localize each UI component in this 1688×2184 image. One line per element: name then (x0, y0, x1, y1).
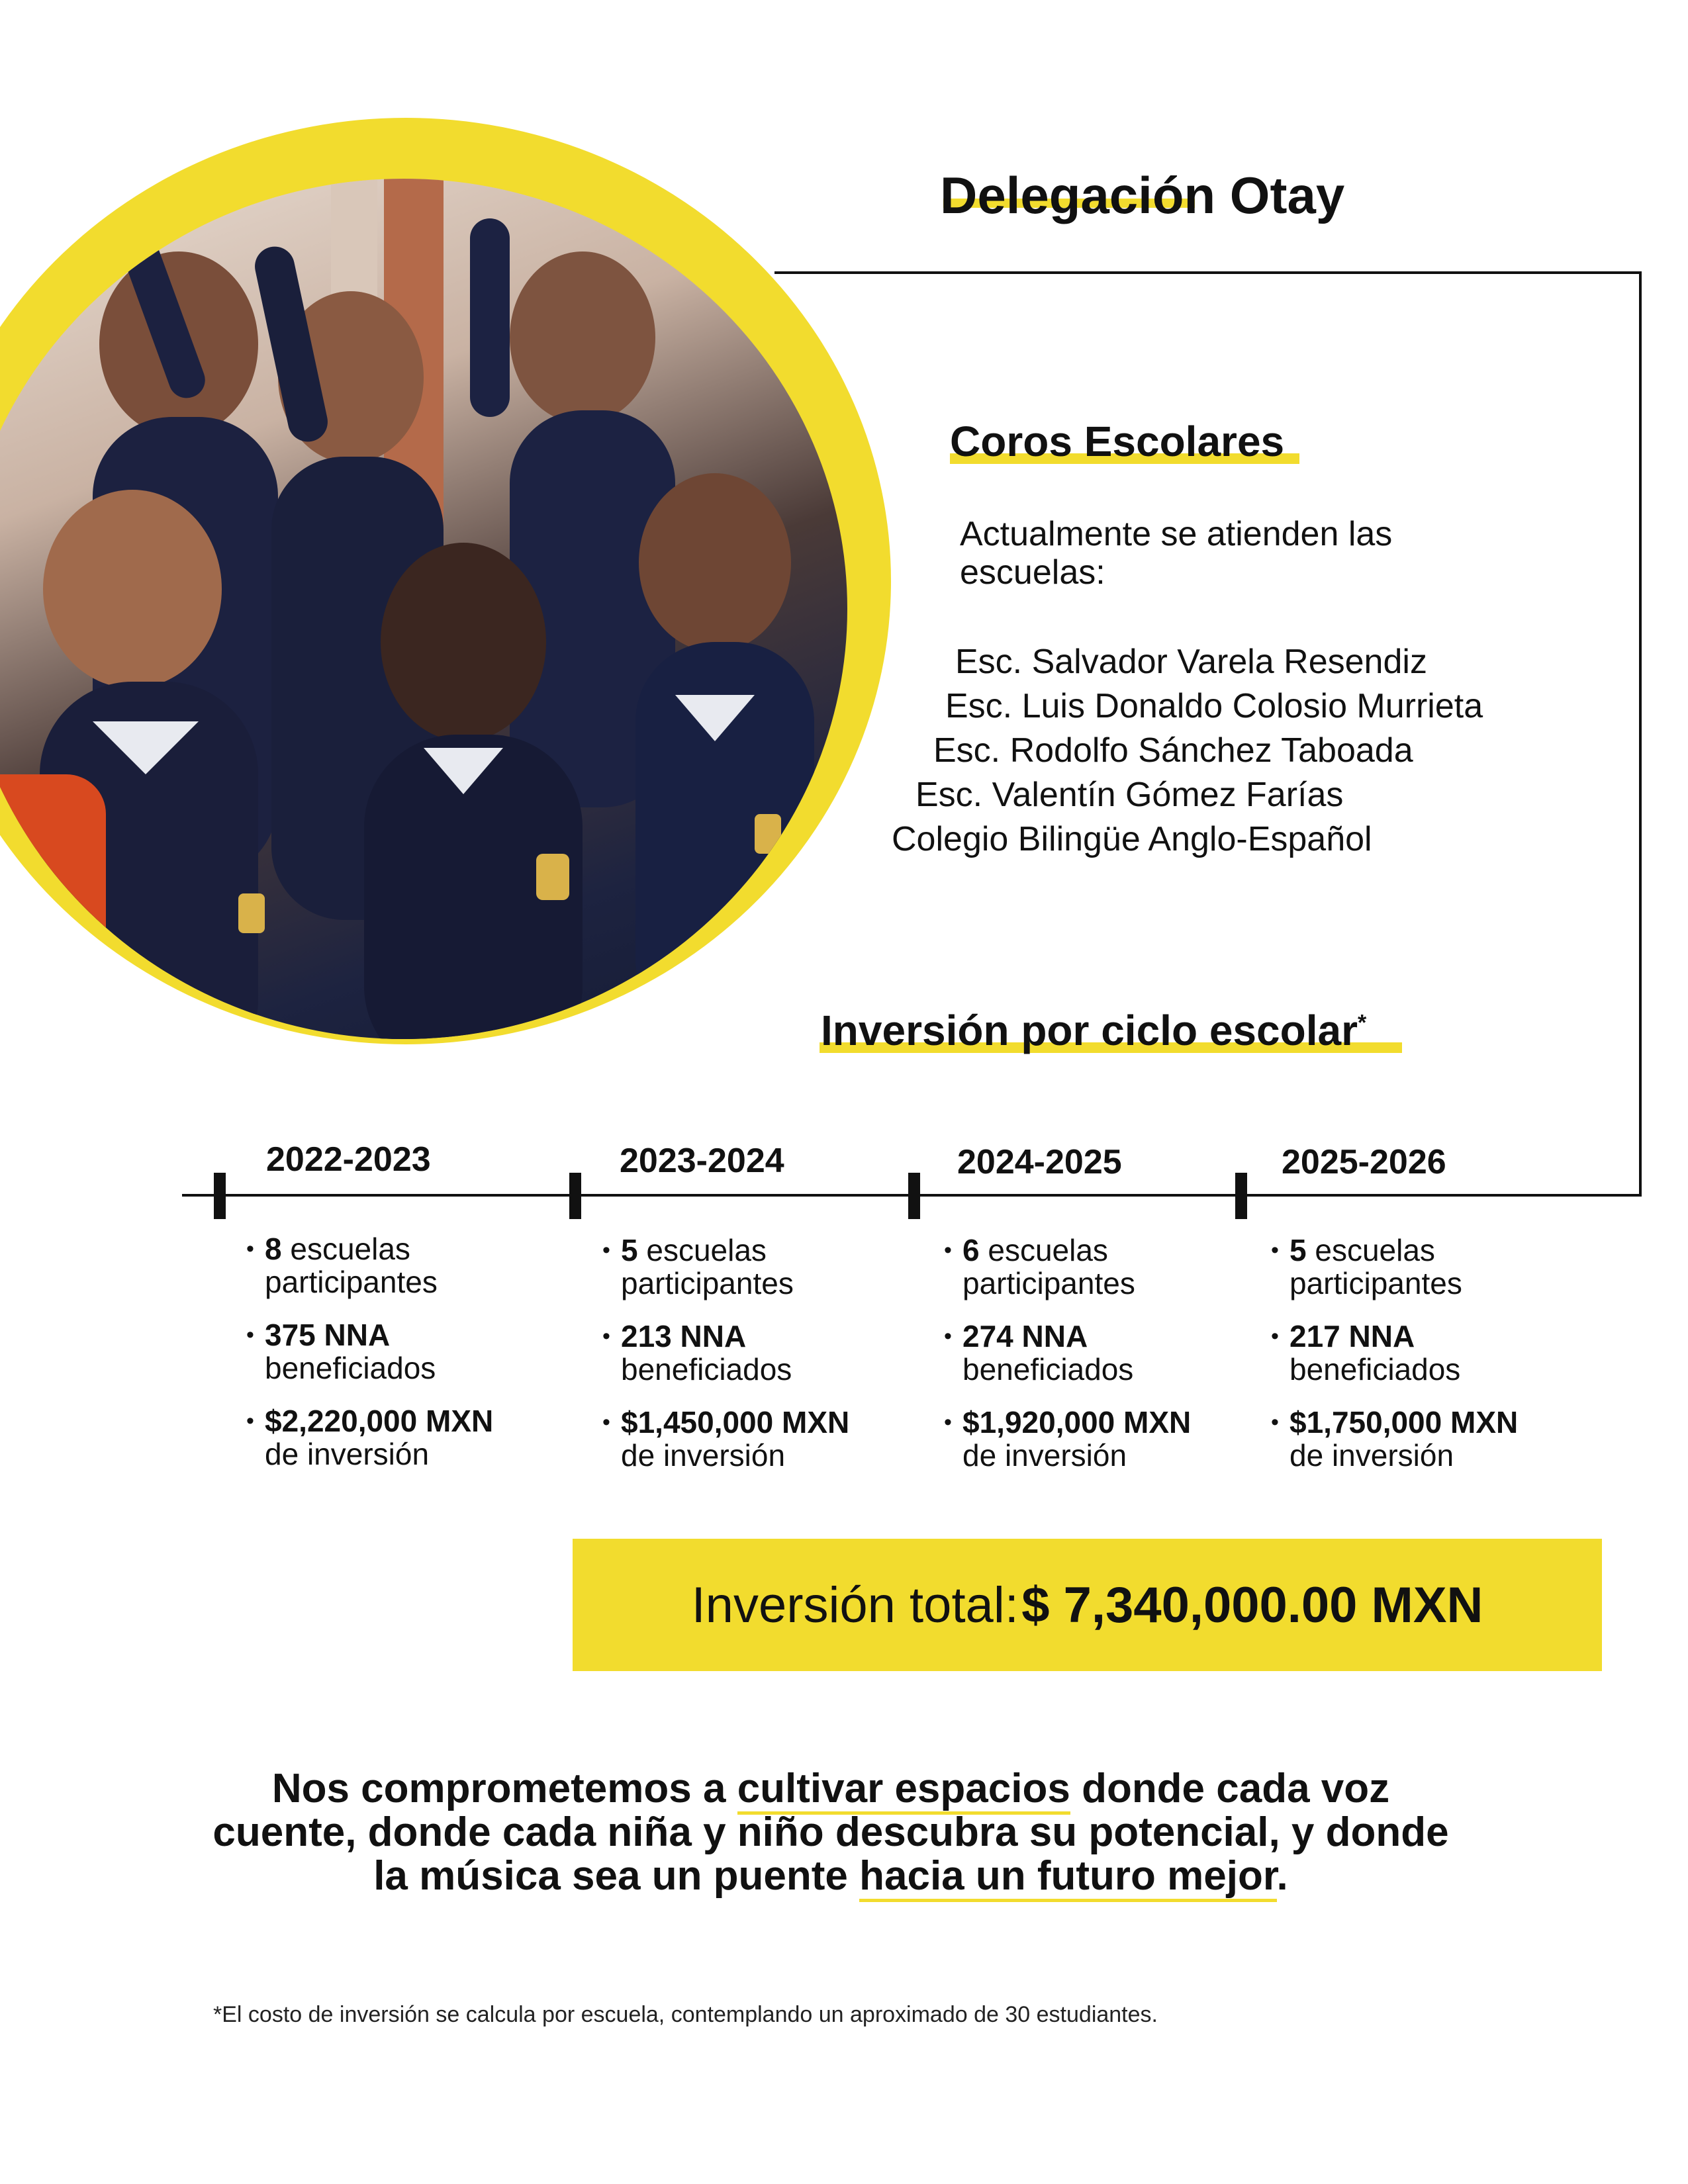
timeline-tick (1235, 1173, 1247, 1219)
frame-top-line (774, 271, 1642, 274)
cycle-schools: • 5 escuelas participantes (1271, 1233, 1462, 1300)
school-item: Esc. Luis Donaldo Colosio Murrieta (945, 687, 1483, 725)
total-investment-label: Inversión total: (691, 1576, 1019, 1633)
timeline-tick (569, 1173, 581, 1219)
footnote: *El costo de inversión se calcula por escuela, contemplando un aproximado de 30 estudiantes. (213, 2002, 1158, 2027)
cycle-kids: • 213 NNA beneficiados (602, 1319, 792, 1387)
investment-title-text: Inversión por ciclo escolar (821, 1007, 1358, 1054)
cycle-year: 2022-2023 (266, 1140, 431, 1179)
commitment-highlight: cultivar espacios (737, 1766, 1070, 1815)
cycle-amount: • $1,450,000 MXN de inversión (602, 1405, 850, 1473)
cycle-schools: • 8 escuelas participantes (246, 1232, 438, 1299)
program-title: Coros Escolares (950, 418, 1285, 465)
cycle-schools: • 6 escuelas participantes (944, 1233, 1135, 1300)
students-photo-illustration (0, 179, 847, 1039)
commitment-statement: Nos comprometemos a cultivar espacios donde cada voz cuente, donde cada niña y niño descubra su potencial, y donde la música sea un puente hacia un futuro mejor. (199, 1767, 1463, 1898)
cycle-amount: • $1,750,000 MXN de inversión (1271, 1405, 1519, 1473)
total-investment-amount: $ 7,340,000.00 MXN (1021, 1576, 1483, 1633)
investment-title (821, 1006, 1366, 1055)
school-item: Esc. Rodolfo Sánchez Taboada (933, 731, 1413, 770)
students-photo (0, 179, 847, 1039)
school-item: Esc. Valentín Gómez Farías (915, 776, 1344, 814)
page-title: Delegación Otay (940, 166, 1345, 224)
commitment-highlight: hacia un futuro mejor (859, 1853, 1276, 1902)
timeline-tick (908, 1173, 920, 1219)
investment-title-marker: * (1357, 1010, 1367, 1036)
cycle-schools: • 5 escuelas participantes (602, 1233, 794, 1300)
school-item: Esc. Salvador Varela Resendiz (955, 643, 1427, 681)
total-investment-box (573, 1539, 1602, 1671)
cycle-kids: • 217 NNA beneficiados (1271, 1319, 1461, 1387)
cycle-amount: • $1,920,000 MXN de inversión (944, 1405, 1192, 1473)
cycle-year: 2025-2026 (1282, 1143, 1446, 1181)
cycle-kids: • 375 NNA beneficiados (246, 1318, 436, 1385)
cycle-year: 2024-2025 (957, 1143, 1122, 1181)
cycle-amount: • $2,220,000 MXN de inversión (246, 1404, 494, 1471)
program-intro: Actualmente se atienden las escuelas: (960, 515, 1393, 592)
cycle-year: 2023-2024 (620, 1142, 784, 1180)
frame-right-line (1639, 271, 1642, 1197)
school-item: Colegio Bilingüe Anglo-Español (892, 820, 1372, 858)
cycle-kids: • 274 NNA beneficiados (944, 1319, 1134, 1387)
timeline-tick (214, 1173, 226, 1219)
